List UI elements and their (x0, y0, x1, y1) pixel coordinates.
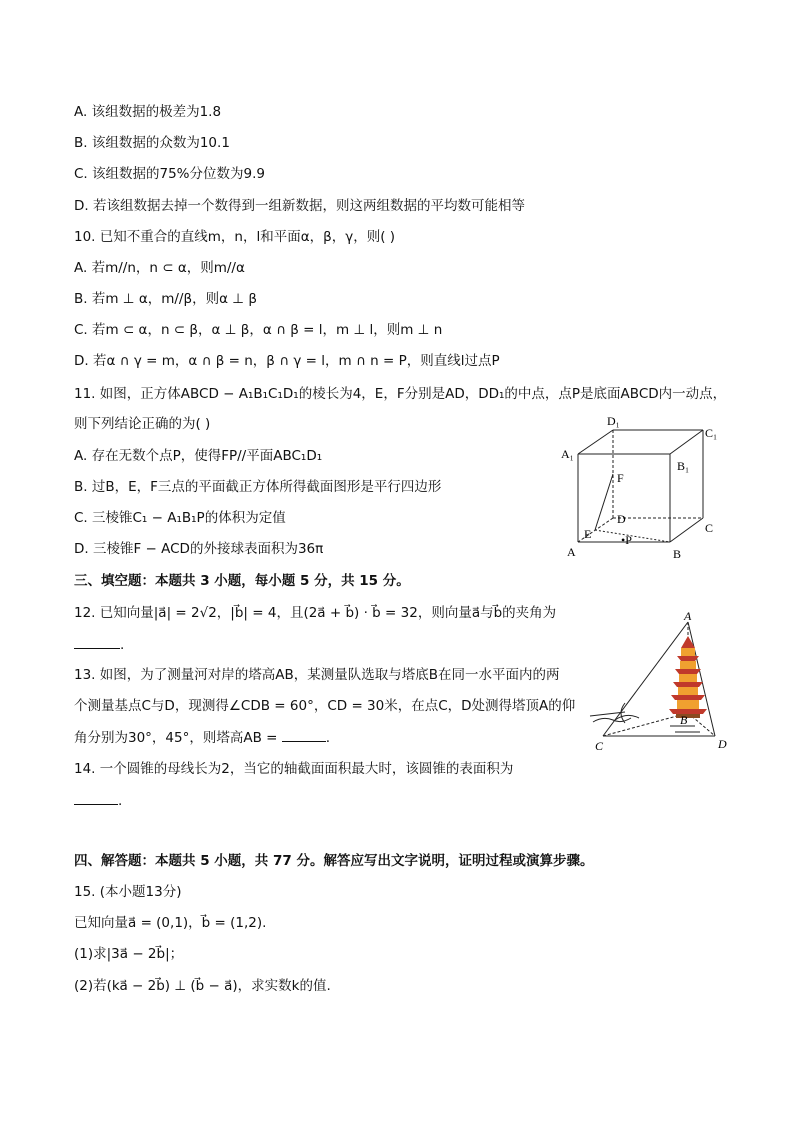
q11-option-c: C. 三棱锥C₁ − A₁B₁P的体积为定值 (74, 510, 286, 526)
q10-option-d: D. 若α ∩ γ = m，α ∩ β = n，β ∩ γ = l，m ∩ n = P，则直线l过点P (74, 353, 500, 369)
label-d: D (617, 512, 626, 526)
label-f: F (617, 471, 624, 485)
tower-label-a: A (684, 609, 692, 623)
tower-label-b: B (680, 713, 688, 727)
q13-line3 (74, 727, 330, 748)
tower-label-c: C (595, 739, 604, 753)
label-a: A (567, 545, 576, 559)
q9-option-a: A. 该组数据的极差为1.8 (74, 104, 222, 120)
q11-option-a: A. 存在无数个点P，使得FP//平面ABC₁D₁ (74, 448, 323, 464)
q13-line2: 个测量基点C与D，现测得∠CDB = 60°，CD = 30米，在点C，D处测得塔顶A的仰 (74, 698, 576, 714)
label-c: C (705, 521, 714, 535)
q12-text: 12. 已知向量|a⃗| = 2√2，|b⃗| = 4，且(2a⃗ + b⃗) · b⃗ = 32，则向量a⃗与b⃗的夹角为 (74, 605, 557, 621)
label-b: B (673, 547, 682, 561)
q14-text: 14. 一个圆锥的母线长为2，当它的轴截面面积最大时，该圆锥的表面积为 (74, 761, 514, 777)
q10-stem: 10. 已知不重合的直线m，n，l和平面α，β，γ，则( ) (74, 229, 396, 245)
q12-answer-line (74, 634, 124, 655)
cube-figure (555, 410, 730, 565)
q14-blank[interactable] (74, 790, 118, 805)
q11-stem-line1: 11. 如图，正方体ABCD − A₁B₁C₁D₁的棱长为4，E，F分别是AD，DD₁的中点，点P是底面ABCD内一动点， (74, 386, 727, 402)
q15-part2: (2)若(ka⃗ − 2b⃗) ⊥ (b⃗ − a⃗)，求实数k的值. (74, 978, 331, 994)
q11-option-b: B. 过B，E，F三点的平面截正方体所得截面图形是平行四边形 (74, 479, 442, 495)
section3-title: 三、填空题：本题共 3 小题，每小题 5 分，共 15 分。 (74, 573, 410, 589)
q10-option-a: A. 若m//n，n ⊂ α，则m//α (74, 260, 245, 276)
q10-option-c: C. 若m ⊂ α，n ⊂ β，α ⊥ β，α ∩ β = l，m ⊥ l，则m ⊥ n (74, 322, 443, 338)
label-e: E (584, 527, 592, 541)
q14-end: . (118, 793, 123, 809)
label-b1: B₁ (677, 459, 690, 473)
q11-option-d: D. 三棱锥F − ACD的外接球表面积为36π (74, 541, 324, 557)
tower-label-d: D (718, 737, 727, 751)
q9-option-d: D. 若该组数据去掉一个数得到一组新数据，则这两组数据的平均数可能相等 (74, 198, 525, 214)
q11-stem-line2: 则下列结论正确的为( ) (74, 416, 211, 432)
q9-option-c: C. 该组数据的75%分位数为9.9 (74, 166, 265, 182)
q15-header: 15. (本小题13分) (74, 884, 182, 900)
q13-line1: 13. 如图，为了测量河对岸的塔高AB，某测量队选取与塔底B在同一水平面内的两 (74, 667, 560, 683)
label-d1: D₁ (607, 414, 620, 428)
label-a1: A₁ (561, 447, 574, 461)
q12-end: . (120, 637, 125, 653)
q9-option-b: B. 该组数据的众数为10.1 (74, 135, 230, 151)
q14-answer-line (74, 790, 122, 811)
q13-blank[interactable] (282, 727, 326, 742)
section4-title: 四、解答题：本题共 5 小题，共 77 分。解答应写出文字说明，证明过程或演算步骤。 (74, 853, 594, 869)
q13-end: . (325, 730, 331, 746)
label-p: •P (621, 533, 632, 547)
q13-line3-text: 角分别为30°，45°，则塔高AB = (74, 730, 278, 746)
q15-given: 已知向量a⃗ = (0,1)，b⃗ = (1,2). (74, 915, 267, 931)
q15-part1: (1)求|3a⃗ − 2b⃗|； (74, 946, 184, 962)
tower-figure (585, 608, 735, 758)
q10-option-b: B. 若m ⊥ α，m//β，则α ⊥ β (74, 291, 257, 307)
label-c1: C₁ (705, 426, 718, 440)
q12-blank[interactable] (74, 634, 120, 649)
